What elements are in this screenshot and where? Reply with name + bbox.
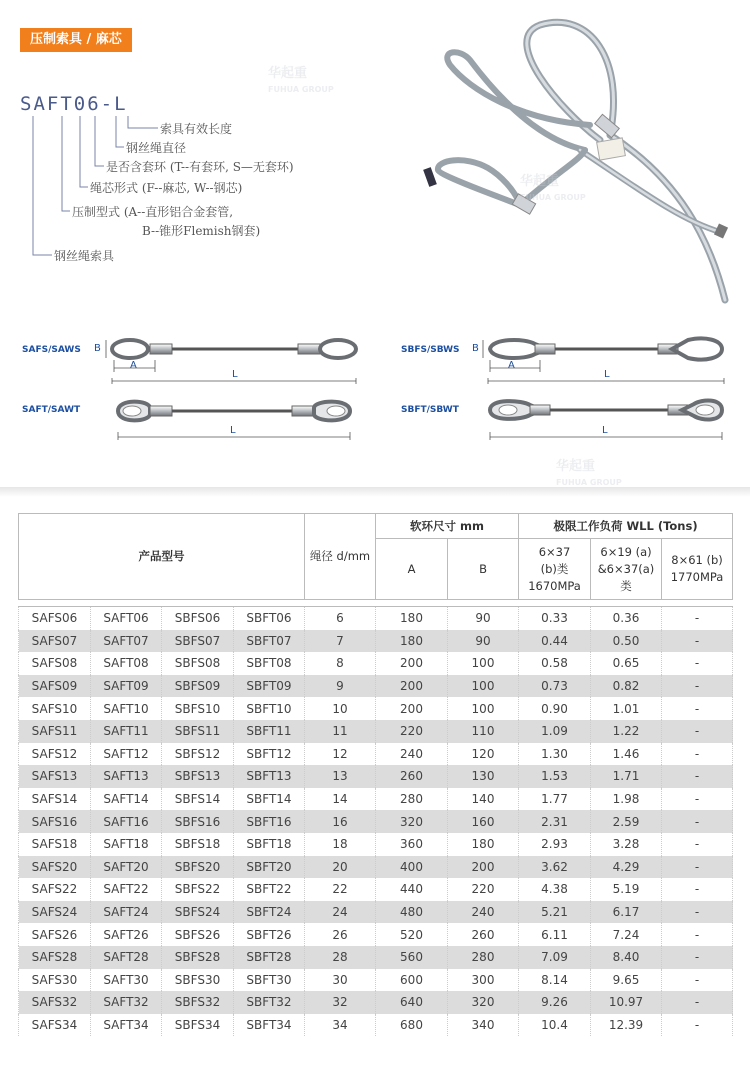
cell-wll-6x19a: 0.50: [591, 630, 662, 653]
dim-a-1: A: [130, 360, 137, 371]
cell-model-saft: SAFT12: [91, 743, 162, 766]
cell-loop-b: 160: [448, 810, 519, 833]
cell-wll-8x61b: -: [662, 856, 733, 879]
table-gap: [19, 600, 733, 607]
cell-diameter: 8: [305, 652, 376, 675]
cell-model-sbfs: SBFS07: [162, 630, 234, 653]
cell-model-safs: SAFS34: [19, 1014, 91, 1037]
cell-loop-b: 320: [448, 991, 519, 1014]
cell-loop-a: 200: [376, 697, 448, 720]
cell-model-sbft: SBFT14: [234, 788, 305, 811]
cell-diameter: 32: [305, 991, 376, 1014]
cell-model-sbfs: SBFS09: [162, 675, 234, 698]
cell-model-sbfs: SBFS10: [162, 697, 234, 720]
cell-wll-6x37b: 3.62: [519, 856, 591, 879]
cell-loop-b: 130: [448, 765, 519, 788]
spec-table-body: [19, 600, 733, 1037]
cell-model-safs: SAFS12: [19, 743, 91, 766]
cell-model-sbfs: SBFS32: [162, 991, 234, 1014]
table-row: [19, 607, 733, 630]
cell-wll-6x19a: 8.40: [591, 946, 662, 969]
cell-model-sbft: SBFT12: [234, 743, 305, 766]
cell-model-saft: SAFT32: [91, 991, 162, 1014]
header-wll-6x37b: [519, 539, 591, 600]
cell-model-safs: SAFS06: [19, 607, 91, 630]
cell-model-safs: SAFS18: [19, 833, 91, 856]
cell-model-safs: SAFS20: [19, 856, 91, 879]
cell-loop-b: 120: [448, 743, 519, 766]
cell-loop-a: 560: [376, 946, 448, 969]
legend-length: 索具有效长度: [160, 122, 233, 136]
cell-wll-8x61b: -: [662, 946, 733, 969]
cell-wll-6x19a: 1.22: [591, 720, 662, 743]
legend-diameter: 钢丝绳直径: [126, 141, 187, 155]
table-row: [19, 765, 733, 788]
cell-loop-a: 320: [376, 810, 448, 833]
dim-l-4: L: [602, 425, 608, 436]
cell-wll-6x37b: 2.93: [519, 833, 591, 856]
cell-loop-a: 480: [376, 901, 448, 924]
cell-wll-8x61b: -: [662, 765, 733, 788]
cell-wll-8x61b: -: [662, 969, 733, 992]
cell-wll-6x37b: 6.11: [519, 923, 591, 946]
cell-model-sbfs: SBFS14: [162, 788, 234, 811]
cell-model-sbft: SBFT22: [234, 878, 305, 901]
cell-wll-6x37b: 4.38: [519, 878, 591, 901]
cell-wll-6x37b: 10.4: [519, 1014, 591, 1037]
cell-loop-b: 180: [448, 833, 519, 856]
cell-loop-b: 220: [448, 878, 519, 901]
cell-loop-b: 200: [448, 856, 519, 879]
table-row: [19, 901, 733, 924]
cell-wll-8x61b: -: [662, 901, 733, 924]
cell-diameter: 34: [305, 1014, 376, 1037]
cell-model-sbfs: SBFS16: [162, 810, 234, 833]
cell-wll-6x37b: 7.09: [519, 946, 591, 969]
table-row: [19, 923, 733, 946]
table-row: [19, 991, 733, 1014]
cell-model-saft: SAFT06: [91, 607, 162, 630]
cell-loop-a: 200: [376, 652, 448, 675]
cell-wll-8x61b: -: [662, 833, 733, 856]
dim-l-3: L: [230, 425, 236, 436]
cell-model-saft: SAFT24: [91, 901, 162, 924]
cell-loop-b: 90: [448, 630, 519, 653]
cell-model-safs: SAFS28: [19, 946, 91, 969]
cell-diameter: 12: [305, 743, 376, 766]
cell-wll-6x19a: 2.59: [591, 810, 662, 833]
cell-diameter: 10: [305, 697, 376, 720]
cell-loop-a: 180: [376, 607, 448, 630]
cell-loop-b: 240: [448, 901, 519, 924]
diagram-label-sbft: SBFT/SBWT: [401, 405, 459, 415]
cell-model-sbft: SBFT06: [234, 607, 305, 630]
header-wll-6x19a-line2: &6×37(a): [597, 561, 655, 576]
cell-model-sbfs: SBFS11: [162, 720, 234, 743]
cell-wll-6x19a: 3.28: [591, 833, 662, 856]
cell-diameter: 6: [305, 607, 376, 630]
legend-press-type-b: B--锥形Flemish钢套): [142, 224, 261, 238]
cell-model-safs: SAFS22: [19, 878, 91, 901]
table-row: [19, 856, 733, 879]
cell-wll-8x61b: -: [662, 991, 733, 1014]
cell-loop-a: 260: [376, 765, 448, 788]
cell-model-sbfs: SBFS06: [162, 607, 234, 630]
cell-wll-8x61b: -: [662, 743, 733, 766]
cell-model-sbfs: SBFS13: [162, 765, 234, 788]
cell-model-safs: SAFS13: [19, 765, 91, 788]
cell-model-sbfs: SBFS24: [162, 901, 234, 924]
cell-model-safs: SAFS14: [19, 788, 91, 811]
cell-loop-a: 440: [376, 878, 448, 901]
dim-a-2: A: [508, 360, 515, 371]
cell-wll-6x37b: 0.90: [519, 697, 591, 720]
table-row: [19, 788, 733, 811]
cell-loop-b: 140: [448, 788, 519, 811]
cell-wll-8x61b: -: [662, 630, 733, 653]
dim-l-1: L: [232, 369, 238, 380]
cell-model-safs: SAFS26: [19, 923, 91, 946]
table-row: [19, 946, 733, 969]
cell-wll-6x19a: 1.01: [591, 697, 662, 720]
cell-loop-b: 100: [448, 697, 519, 720]
cell-model-sbfs: SBFS22: [162, 878, 234, 901]
spec-table: [18, 513, 733, 1036]
cell-diameter: 24: [305, 901, 376, 924]
cell-model-sbfs: SBFS28: [162, 946, 234, 969]
header-wll: 极限工作负荷 WLL (Tons): [519, 514, 733, 539]
cell-model-saft: SAFT14: [91, 788, 162, 811]
cell-model-safs: SAFS10: [19, 697, 91, 720]
section-divider: [0, 487, 750, 497]
cell-wll-6x19a: 12.39: [591, 1014, 662, 1037]
header-wll-6x37b-line1: 6×37: [538, 544, 571, 559]
cell-diameter: 14: [305, 788, 376, 811]
cell-loop-b: 100: [448, 652, 519, 675]
cell-wll-6x37b: 8.14: [519, 969, 591, 992]
cell-model-sbfs: SBFS12: [162, 743, 234, 766]
cell-wll-6x37b: 2.31: [519, 810, 591, 833]
cell-model-sbfs: SBFS20: [162, 856, 234, 879]
cell-diameter: 7: [305, 630, 376, 653]
cell-wll-6x19a: 7.24: [591, 923, 662, 946]
diagram-safs: [106, 340, 356, 384]
cell-model-saft: SAFT34: [91, 1014, 162, 1037]
cell-wll-8x61b: -: [662, 878, 733, 901]
cell-model-saft: SAFT08: [91, 652, 162, 675]
header-diameter: 绳径 d/mm: [305, 514, 376, 600]
cell-loop-a: 200: [376, 675, 448, 698]
header-wll-8x61b-line2: 1770MPa: [670, 570, 724, 584]
header-model: 产品型号: [19, 514, 305, 600]
cell-wll-6x19a: 9.65: [591, 969, 662, 992]
table-row: [19, 697, 733, 720]
cell-model-saft: SAFT16: [91, 810, 162, 833]
table-row: [19, 969, 733, 992]
cell-model-safs: SAFS16: [19, 810, 91, 833]
cell-model-saft: SAFT30: [91, 969, 162, 992]
cell-loop-a: 680: [376, 1014, 448, 1037]
cell-diameter: 20: [305, 856, 376, 879]
sling-diagrams: [0, 0, 750, 480]
cell-model-safs: SAFS24: [19, 901, 91, 924]
cell-model-sbfs: SBFS34: [162, 1014, 234, 1037]
cell-wll-6x19a: 1.71: [591, 765, 662, 788]
cell-diameter: 22: [305, 878, 376, 901]
cell-wll-8x61b: -: [662, 810, 733, 833]
cell-loop-a: 520: [376, 923, 448, 946]
legend-thimble: 是否含套环 (T--有套环, S—无套环): [106, 160, 294, 174]
cell-model-sbfs: SBFS26: [162, 923, 234, 946]
cell-model-sbft: SBFT34: [234, 1014, 305, 1037]
cell-loop-b: 90: [448, 607, 519, 630]
cell-model-sbft: SBFT28: [234, 946, 305, 969]
cell-wll-6x37b: 0.44: [519, 630, 591, 653]
cell-model-sbft: SBFT08: [234, 652, 305, 675]
cell-model-sbfs: SBFS18: [162, 833, 234, 856]
cell-model-sbft: SBFT32: [234, 991, 305, 1014]
watermark-brand: 华起重 FUHUA GROUP: [520, 174, 586, 202]
cell-model-saft: SAFT10: [91, 697, 162, 720]
cell-wll-6x19a: 0.36: [591, 607, 662, 630]
cell-model-saft: SAFT09: [91, 675, 162, 698]
cell-loop-b: 300: [448, 969, 519, 992]
cell-wll-6x19a: 1.98: [591, 788, 662, 811]
cell-model-saft: SAFT11: [91, 720, 162, 743]
header-a: A: [376, 539, 448, 600]
cell-wll-6x37b: 1.77: [519, 788, 591, 811]
cell-wll-6x19a: 1.46: [591, 743, 662, 766]
cell-model-saft: SAFT07: [91, 630, 162, 653]
table-row: [19, 720, 733, 743]
cell-loop-a: 240: [376, 743, 448, 766]
cell-diameter: 18: [305, 833, 376, 856]
dim-l-2: L: [604, 369, 610, 380]
cell-model-sbft: SBFT24: [234, 901, 305, 924]
cell-wll-8x61b: -: [662, 788, 733, 811]
cell-loop-b: 340: [448, 1014, 519, 1037]
cell-model-sbft: SBFT16: [234, 810, 305, 833]
header-wll-6x37b-line3: 1670MPa: [528, 578, 581, 593]
cell-loop-a: 180: [376, 630, 448, 653]
cell-loop-a: 280: [376, 788, 448, 811]
cell-loop-b: 280: [448, 946, 519, 969]
cell-model-safs: SAFS11: [19, 720, 91, 743]
cell-model-saft: SAFT20: [91, 856, 162, 879]
legend-core: 绳芯形式 (F--麻芯, W--钢芯): [90, 181, 243, 195]
cell-diameter: 11: [305, 720, 376, 743]
cell-wll-6x19a: 10.97: [591, 991, 662, 1014]
cell-wll-6x37b: 0.73: [519, 675, 591, 698]
cell-model-sbft: SBFT07: [234, 630, 305, 653]
cell-loop-b: 100: [448, 675, 519, 698]
cell-wll-6x37b: 0.58: [519, 652, 591, 675]
table-row: [19, 1014, 733, 1037]
cell-model-saft: SAFT22: [91, 878, 162, 901]
diagram-label-saft: SAFT/SAWT: [22, 405, 81, 415]
cell-wll-8x61b: -: [662, 607, 733, 630]
cell-wll-6x37b: 1.09: [519, 720, 591, 743]
cell-wll-6x37b: 1.30: [519, 743, 591, 766]
table-row: [19, 630, 733, 653]
cell-diameter: 30: [305, 969, 376, 992]
cell-model-sbft: SBFT20: [234, 856, 305, 879]
cell-loop-b: 110: [448, 720, 519, 743]
legend-press-type: 压制型式 (A--直形铝合金套管,: [72, 205, 234, 219]
diagram-label-safs: SAFS/SAWS: [22, 345, 81, 355]
cell-wll-8x61b: -: [662, 697, 733, 720]
header-wll-6x19a-line1: 6×19 (a): [600, 544, 652, 559]
table-row: [19, 743, 733, 766]
cell-model-safs: SAFS09: [19, 675, 91, 698]
table-row: [19, 810, 733, 833]
model-code: SAFT06-L: [20, 93, 128, 115]
cell-model-saft: SAFT28: [91, 946, 162, 969]
cell-wll-6x37b: 0.33: [519, 607, 591, 630]
cell-wll-8x61b: -: [662, 652, 733, 675]
cell-diameter: 28: [305, 946, 376, 969]
cell-loop-a: 360: [376, 833, 448, 856]
cell-loop-a: 600: [376, 969, 448, 992]
cell-model-sbft: SBFT09: [234, 675, 305, 698]
cell-loop-b: 260: [448, 923, 519, 946]
cell-wll-8x61b: -: [662, 675, 733, 698]
cell-model-safs: SAFS07: [19, 630, 91, 653]
table-row: [19, 878, 733, 901]
table-row: [19, 652, 733, 675]
cell-wll-8x61b: -: [662, 1014, 733, 1037]
cell-model-saft: SAFT13: [91, 765, 162, 788]
cell-model-sbft: SBFT10: [234, 697, 305, 720]
watermark-brand: 华起重 FUHUA GROUP: [556, 459, 622, 487]
header-wll-6x37b-line2: (b)类: [540, 561, 569, 576]
cell-model-sbft: SBFT30: [234, 969, 305, 992]
cell-wll-8x61b: -: [662, 923, 733, 946]
cell-model-safs: SAFS08: [19, 652, 91, 675]
cell-model-saft: SAFT26: [91, 923, 162, 946]
cell-wll-6x19a: 6.17: [591, 901, 662, 924]
cell-model-sbft: SBFT13: [234, 765, 305, 788]
dim-b-2: B: [472, 343, 479, 354]
cell-model-sbft: SBFT11: [234, 720, 305, 743]
legend-sling: 钢丝绳索具: [54, 249, 115, 263]
cell-wll-6x19a: 0.82: [591, 675, 662, 698]
cell-diameter: 26: [305, 923, 376, 946]
table-row: [19, 675, 733, 698]
cell-loop-a: 640: [376, 991, 448, 1014]
section-title-tag: 压制索具 / 麻芯: [20, 28, 132, 52]
header-b: B: [448, 539, 519, 600]
cell-wll-8x61b: -: [662, 720, 733, 743]
cell-model-sbft: SBFT18: [234, 833, 305, 856]
cell-diameter: 16: [305, 810, 376, 833]
cell-wll-6x37b: 1.53: [519, 765, 591, 788]
cell-loop-a: 400: [376, 856, 448, 879]
header-wll-6x19a: [591, 539, 662, 600]
cell-model-sbfs: SBFS30: [162, 969, 234, 992]
header-wll-6x19a-line3: 类: [620, 578, 632, 593]
header-wll-8x61b-line1: 8×61 (b): [671, 553, 723, 567]
cell-diameter: 13: [305, 765, 376, 788]
cell-wll-6x37b: 9.26: [519, 991, 591, 1014]
diagram-label-sbfs: SBFS/SBWS: [401, 345, 460, 355]
cell-model-sbfs: SBFS08: [162, 652, 234, 675]
cell-model-saft: SAFT18: [91, 833, 162, 856]
table-row: [19, 833, 733, 856]
header-wll-8x61b: [662, 539, 733, 600]
header-loop-size: 软环尺寸 mm: [376, 514, 519, 539]
cell-loop-a: 220: [376, 720, 448, 743]
dim-b-1: B: [94, 343, 101, 354]
cell-model-safs: SAFS32: [19, 991, 91, 1014]
watermark-brand: 华起重 FUHUA GROUP: [268, 66, 334, 94]
cell-model-safs: SAFS30: [19, 969, 91, 992]
cell-wll-6x37b: 5.21: [519, 901, 591, 924]
cell-diameter: 9: [305, 675, 376, 698]
cell-wll-6x19a: 5.19: [591, 878, 662, 901]
cell-wll-6x19a: 0.65: [591, 652, 662, 675]
cell-wll-6x19a: 4.29: [591, 856, 662, 879]
cell-model-sbft: SBFT26: [234, 923, 305, 946]
